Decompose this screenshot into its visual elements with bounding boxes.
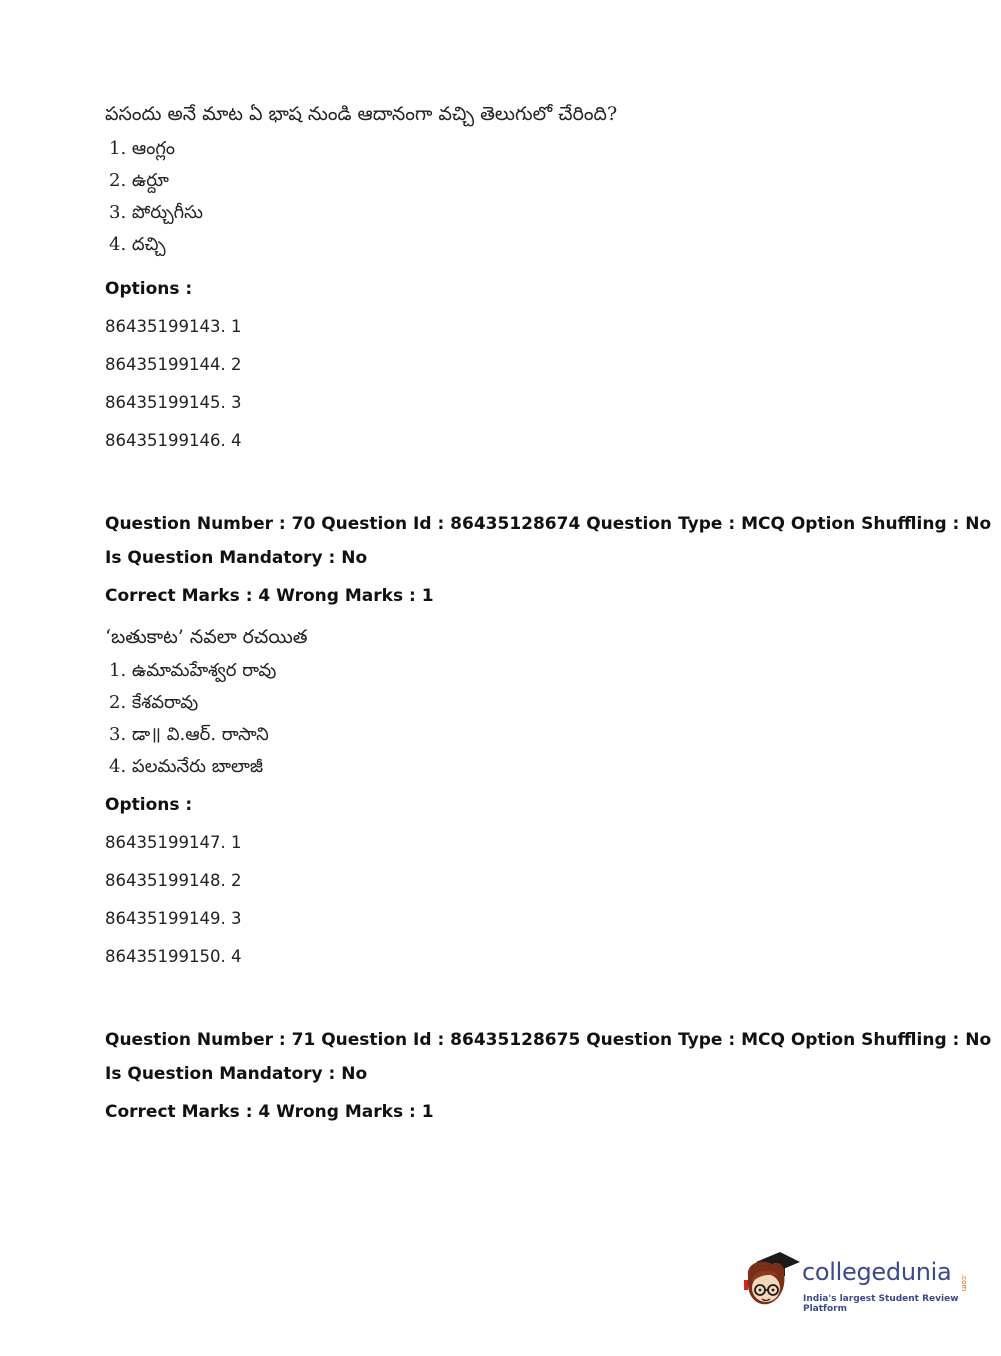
q70-option-2: 86435199148. 2 — [105, 871, 242, 890]
q70-marks: Correct Marks : 4 Wrong Marks : 1 — [105, 586, 434, 606]
q70-choice-3: 3. డా॥ వి.ఆర్. రాసాని — [109, 724, 269, 745]
q70-choice-1: 1. ఉమామహేశ్వర రావు — [109, 660, 277, 681]
mascot-icon — [742, 1250, 802, 1312]
logo-dotcom: .com — [960, 1274, 968, 1292]
q70-choice-2: 2. కేశవరావు — [109, 692, 199, 713]
q70-mandatory: Is Question Mandatory : No — [105, 548, 368, 568]
q71-mandatory: Is Question Mandatory : No — [105, 1064, 368, 1084]
collegedunia-logo[interactable] — [742, 1250, 972, 1312]
q69-question-text: పసందు అనే మాట ఏ భాష నుండి ఆదానంగా వచ్చి తెలుగులో చేరింది? — [105, 103, 618, 125]
q69-option-1: 86435199143. 1 — [105, 317, 242, 336]
q70-option-4: 86435199150. 4 — [105, 947, 242, 966]
q71-marks: Correct Marks : 4 Wrong Marks : 1 — [105, 1102, 434, 1122]
q69-option-4: 86435199146. 4 — [105, 431, 242, 450]
q71-header: Question Number : 71 Question Id : 86435128675 Question Type : MCQ Option Shuffling : No — [105, 1030, 992, 1050]
q70-header: Question Number : 70 Question Id : 86435128674 Question Type : MCQ Option Shuffling : No — [105, 514, 992, 534]
q70-options-label: Options : — [105, 795, 193, 815]
logo-tagline: India's largest Student Review Platform — [803, 1294, 959, 1314]
logo-brand-text: collegedunia — [802, 1258, 952, 1286]
q69-option-2: 86435199144. 2 — [105, 355, 242, 374]
q69-choice-3: 3. పోర్చుగీసు — [109, 202, 203, 223]
q69-choice-1: 1. ఆంగ్లం — [109, 138, 176, 159]
q70-question-text: ‘బతుకాట’ నవలా రచయిత — [105, 626, 308, 648]
q70-option-3: 86435199149. 3 — [105, 909, 242, 928]
q69-option-3: 86435199145. 3 — [105, 393, 242, 412]
q69-options-label: Options : — [105, 279, 193, 299]
q70-option-1: 86435199147. 1 — [105, 833, 242, 852]
q69-choice-2: 2. ఉర్దూ — [109, 170, 169, 191]
q70-choice-4: 4. పలమనేరు బాలాజీ — [109, 756, 264, 777]
q69-choice-4: 4. దచ్చి — [109, 234, 166, 255]
